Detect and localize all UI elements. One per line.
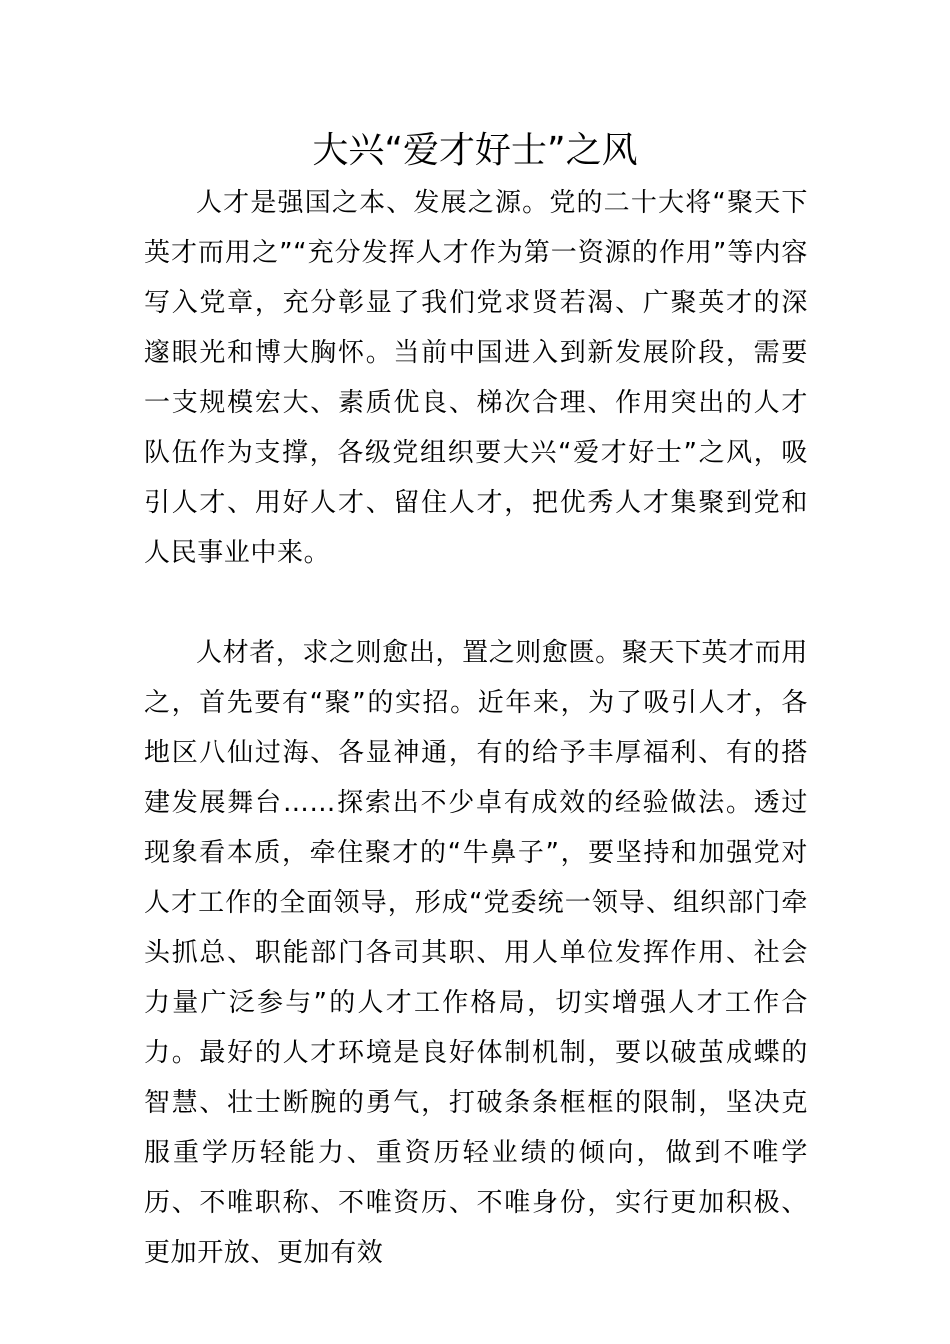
paragraph-1: 人才是强国之本、发展之源。党的二十大将“聚天下英才而用之”“充分发挥人才作为第一资源的作用”等内容写入党章，充分彰显了我们党求贤若渴、广聚英才的深邃眼光和博大胸怀。当前中国进入到新发展阶段，需要一支规模宏大、素质优良、梯次合理、作用突出的人才队伍作为支撑，各级党组织要大兴“爱才好士”之风，吸引人才、用好人才、留住人才，把优秀人才集聚到党和人民事业中来。 (144, 188, 808, 568)
document-title: 大兴“爱才好士”之风 (312, 130, 638, 171)
paragraph-2: 人材者，求之则愈出，置之则愈匮。聚天下英才而用之，首先要有“聚”的实招。近年来，为了吸引人才，各地区八仙过海、各显神通，有的给予丰厚福利、有的搭建发展舞台……探索出不少卓有成效的经验做法。透过现象看本质，牵住聚才的“牛鼻子”，要坚持和加强党对人才工作的全面领导，形成“党委统一领导、组织部门牵头抓总、职能部门各司其职、用人单位发挥作用、社会力量广泛参与”的人才工作格局，切实增强人才工作合力。最好的人才环境是良好体制机制，要以破茧成蝶的智慧、壮士断腕的勇气，打破条条框框的限制，坚决克服重学历轻能力、重资历轻业绩的倾向，做到不唯学历、不唯职称、不唯资历、不唯身份，实行更加积极、更加开放、更加有效 (144, 638, 808, 1268)
document-body (144, 178, 808, 1278)
